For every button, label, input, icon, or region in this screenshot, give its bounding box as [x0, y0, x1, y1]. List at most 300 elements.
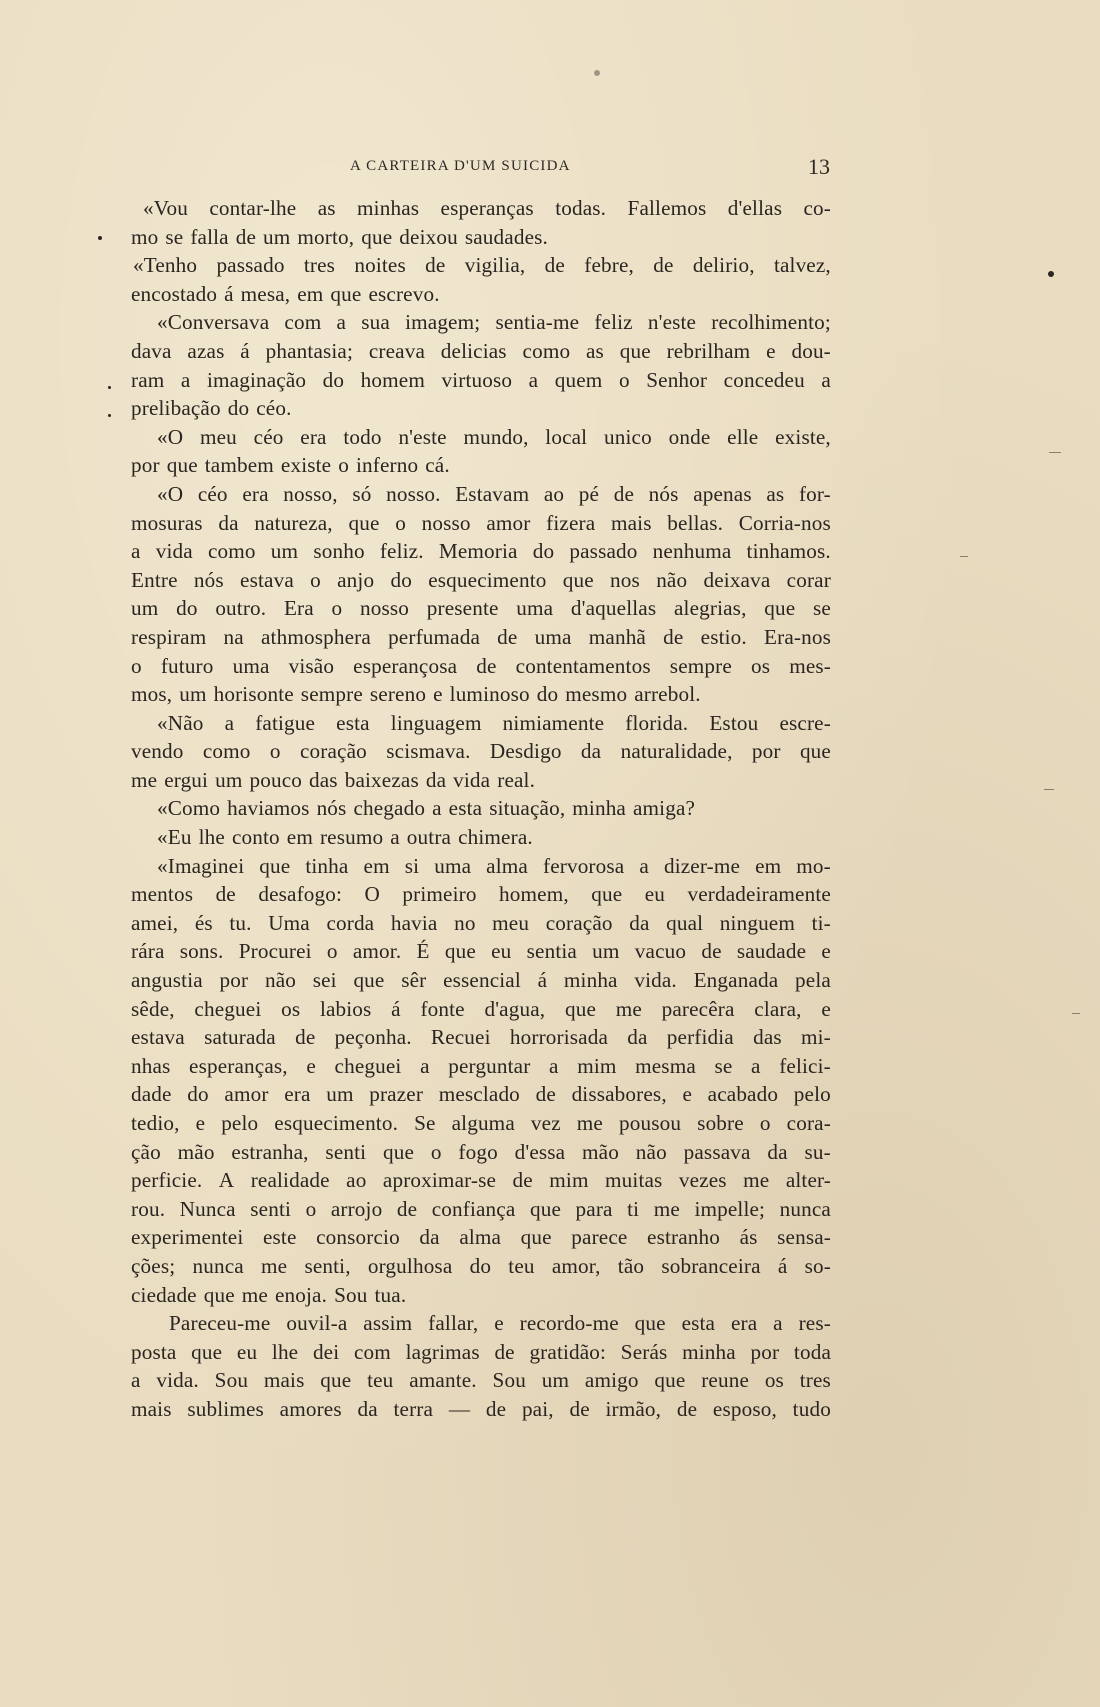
word: qual [666, 910, 704, 935]
word: Fallemos [627, 196, 707, 220]
word: sublimes [187, 1396, 264, 1421]
word: resumo [319, 825, 384, 850]
word: nosso [421, 510, 471, 535]
word: da [425, 767, 447, 792]
word: experimentei [131, 1225, 244, 1250]
page-header [130, 154, 830, 184]
word: vida [453, 767, 491, 792]
word: local [545, 424, 588, 449]
word: a [390, 825, 400, 850]
word: amei, [131, 910, 179, 935]
word: «O [157, 424, 184, 449]
word: me [615, 996, 642, 1021]
word: me [131, 767, 158, 792]
word: nosso [360, 596, 410, 621]
word: Sou [334, 1282, 368, 1307]
word: ções; [131, 1253, 176, 1278]
word: a [773, 1311, 783, 1336]
word: O [364, 882, 380, 907]
word: amor [486, 510, 531, 535]
word: n'este [398, 424, 447, 449]
text-line [131, 194, 831, 223]
word: de [535, 1082, 556, 1107]
text-line [131, 823, 831, 852]
word: me [743, 1168, 770, 1193]
text-line [131, 537, 831, 566]
word: do [469, 1253, 492, 1278]
word: de [613, 481, 635, 506]
word: Corria-nos [738, 510, 831, 535]
word: concedeu [723, 367, 805, 392]
word: rára [131, 939, 165, 964]
word: não [635, 1139, 667, 1164]
word: mão [582, 1139, 619, 1164]
word: existe, [775, 424, 831, 449]
word: toda [793, 1339, 831, 1364]
word: o [338, 453, 349, 478]
word: azas [187, 338, 225, 363]
word: que [330, 281, 362, 306]
word: n'este [647, 310, 697, 335]
word: chegado [353, 796, 426, 821]
word: mesa, [240, 281, 291, 306]
paper-speck [108, 386, 111, 389]
word: o [269, 739, 281, 764]
word: for- [798, 481, 831, 506]
word: de [663, 624, 684, 649]
word: amiga? [633, 796, 696, 821]
word: cá. [425, 453, 450, 478]
word: uma [534, 624, 572, 649]
word: alma [486, 853, 528, 878]
word: por [750, 1339, 780, 1364]
word: que [166, 453, 198, 478]
text-line [131, 852, 831, 881]
word: o [310, 567, 321, 592]
paper-speck [98, 236, 102, 240]
word: alegrias, [673, 596, 747, 621]
word: era [242, 481, 269, 506]
word: su- [804, 1139, 831, 1164]
word: febre, [584, 253, 634, 278]
word: recordo-me [519, 1311, 619, 1336]
word: «Tenho [133, 253, 198, 278]
word: esta [448, 796, 483, 821]
word: que [619, 338, 651, 363]
text-line [131, 451, 831, 480]
text-line [131, 1252, 831, 1281]
word: bellas. [667, 510, 724, 535]
word: uma [232, 653, 270, 678]
text-line [131, 1166, 831, 1195]
word: rebrilham [666, 338, 751, 363]
word: céo [197, 481, 228, 506]
word: coração [545, 910, 613, 935]
word: pai, [521, 1396, 554, 1421]
word: o [395, 510, 406, 535]
word: passado [569, 539, 638, 564]
word: tambem [204, 453, 274, 478]
text-line [131, 737, 831, 766]
word: senti [325, 1139, 367, 1164]
word: que [348, 510, 380, 535]
word: clara, [754, 996, 802, 1021]
word: nós [648, 481, 679, 506]
word: por [219, 968, 249, 993]
word: deixava [703, 567, 771, 592]
word: ção [131, 1139, 161, 1164]
word: a [131, 1368, 141, 1393]
word: existe [280, 453, 332, 478]
word: minha [572, 796, 626, 821]
word: a [420, 1053, 430, 1078]
word: que [191, 1339, 223, 1364]
text-line [131, 1195, 831, 1224]
word: orgulhosa [367, 1253, 453, 1278]
word: amores [279, 1396, 342, 1421]
text-line [131, 366, 831, 395]
word: nós [193, 567, 224, 592]
word: nosso, [283, 481, 338, 506]
word: mais [131, 1396, 172, 1421]
word: a [180, 367, 191, 392]
word: um [592, 939, 620, 964]
word: em [363, 853, 390, 878]
word: unico [604, 424, 652, 449]
word: vendo [131, 739, 184, 764]
word: contar-lhe [209, 196, 297, 220]
word: e [682, 1082, 692, 1107]
word: muitas [605, 1168, 663, 1193]
text-line [131, 223, 831, 252]
word: da [580, 739, 602, 764]
word: escrevo. [368, 281, 440, 306]
word: em [286, 825, 313, 850]
word: o [759, 1111, 771, 1135]
text-line [131, 280, 831, 309]
word: que [654, 1368, 686, 1393]
text-line [131, 1052, 831, 1081]
word: parece [571, 1225, 628, 1250]
text-line [131, 394, 831, 423]
word: sons. [179, 939, 224, 964]
word: céo [253, 424, 284, 449]
word: d'ellas [727, 196, 783, 220]
paper-speck [108, 414, 111, 417]
word: ciedade [131, 1282, 197, 1307]
running-title: A CARTEIRA D'UM SUICIDA [350, 158, 571, 174]
word: mundo, [463, 424, 529, 449]
word: dei [312, 1339, 340, 1364]
word: teu [508, 1253, 535, 1278]
word: um [541, 1368, 570, 1393]
word: Sou [492, 1368, 526, 1393]
word: nimiamente [502, 710, 605, 735]
word: alter- [785, 1168, 831, 1193]
word: Enganada [693, 968, 779, 993]
word: nenhuma [652, 539, 732, 564]
word: de [497, 624, 518, 649]
word: de [512, 1168, 533, 1193]
word: do [322, 367, 345, 392]
word: os [750, 653, 771, 678]
word: minhas [357, 196, 420, 220]
word: terra [393, 1396, 434, 1421]
word: «Eu [157, 825, 192, 850]
word: deixou [399, 224, 458, 249]
word: «Imaginei [157, 853, 245, 878]
word: que [799, 739, 831, 764]
word: amigo [584, 1368, 639, 1393]
word: meu [199, 424, 237, 449]
word: Serás [620, 1339, 668, 1364]
word: Nunca [179, 1196, 236, 1221]
word: fonte [420, 996, 465, 1021]
paper-speck [1048, 271, 1054, 277]
word: o [430, 1139, 442, 1164]
word: por [131, 453, 160, 478]
word: futuro [160, 653, 214, 678]
word: que [520, 1225, 552, 1250]
word: athmosphera [260, 624, 371, 649]
word: passava [683, 1139, 751, 1164]
word: do [536, 682, 559, 707]
word: Se [414, 1111, 436, 1135]
word: «Conversava [157, 310, 270, 335]
text-line [131, 966, 831, 995]
word: pousou [619, 1111, 682, 1135]
word: cora- [786, 1111, 831, 1135]
word: só [352, 481, 372, 506]
paper-speck [1049, 452, 1061, 453]
word: reune [701, 1368, 750, 1393]
word: o [618, 367, 630, 392]
word: esquecimento. [274, 1111, 399, 1135]
word: com [284, 310, 322, 335]
text-line [131, 995, 831, 1024]
word: phantasia; [265, 338, 354, 363]
word: «Não [157, 710, 204, 735]
word: este [262, 1225, 297, 1250]
word: dissabores, [571, 1082, 667, 1107]
word: perficie. [131, 1168, 203, 1193]
word: amante. [409, 1368, 477, 1393]
word: manhã [588, 624, 646, 649]
word: para [575, 1196, 613, 1221]
word: um [215, 767, 243, 792]
word: sei [312, 968, 337, 993]
word: si [404, 853, 420, 878]
word: naturalidade, [620, 739, 733, 764]
word: haviamos [227, 796, 310, 821]
word: pelo [221, 1111, 259, 1135]
word: pouco [249, 767, 302, 792]
word: ninguem [719, 910, 795, 935]
word: recolhimento; [711, 310, 831, 335]
text-line [131, 1309, 831, 1338]
word: que [764, 596, 796, 621]
word: «Como [157, 796, 221, 821]
word: á [537, 968, 548, 993]
word: de [653, 253, 674, 278]
text-line [131, 509, 831, 538]
word: gratidão: [529, 1339, 607, 1364]
word: me [653, 1196, 680, 1221]
word: Era-nos [764, 624, 831, 649]
word: felici- [779, 1053, 831, 1078]
word: do [390, 567, 412, 592]
word: todo [343, 424, 382, 449]
word: esta [336, 710, 370, 735]
word: lhe [271, 1339, 299, 1364]
word: fervorosa [542, 853, 625, 878]
word: eu [644, 882, 666, 907]
word: eu [491, 939, 512, 964]
word: mentos [131, 882, 194, 907]
text-line [131, 623, 831, 652]
word: Estou [709, 710, 759, 735]
word: em [297, 281, 324, 306]
word: um [179, 682, 207, 707]
word: ergui [164, 767, 209, 792]
word: as [585, 338, 604, 363]
word: em [755, 853, 782, 878]
word: Pareceu-me [169, 1311, 271, 1336]
word: lhe [198, 825, 225, 850]
word: d'agua, [484, 996, 546, 1021]
word: as [317, 196, 336, 220]
word: É [416, 939, 430, 964]
word: coração [299, 739, 367, 764]
word: desafogo: [258, 882, 343, 907]
word: és [194, 910, 213, 935]
word: tu. [229, 910, 252, 935]
word: imagem; [405, 310, 481, 335]
word: a [131, 539, 141, 564]
word: mos, [131, 682, 173, 707]
word: tedio, [131, 1111, 180, 1135]
word: passado [216, 253, 285, 278]
word: era [730, 1311, 758, 1336]
text-line [131, 480, 831, 509]
text-line [131, 766, 831, 795]
word: perfumada [388, 624, 480, 649]
word: de [425, 253, 446, 278]
word: um [263, 224, 291, 249]
word: esperanças, [189, 1053, 288, 1078]
word: sensa- [777, 1225, 831, 1250]
word: esta [681, 1311, 716, 1336]
word: e [195, 1111, 206, 1135]
word: Memoria [438, 539, 518, 564]
word: presente [426, 596, 499, 621]
word: que [353, 968, 385, 993]
word: tinhamos. [746, 539, 831, 564]
word: cheguei [334, 1053, 402, 1078]
word: o [326, 939, 338, 964]
word: feliz. [379, 539, 424, 564]
word: do [532, 539, 555, 564]
word: um [326, 1082, 354, 1107]
word: que [444, 939, 476, 964]
word: não [656, 567, 688, 592]
word: creava [368, 338, 425, 363]
word: uma [516, 596, 554, 621]
word: «Vou [143, 196, 188, 220]
word: mesmo [565, 682, 628, 707]
word: sentia [526, 939, 577, 964]
word: labios [319, 996, 372, 1021]
word: vezes [678, 1168, 727, 1193]
text-line [131, 880, 831, 909]
word: me [261, 1253, 288, 1278]
word: vez [530, 1111, 561, 1135]
word: pelo [793, 1082, 831, 1107]
word: os [281, 996, 301, 1021]
word: linguagem [390, 710, 482, 735]
word: da [218, 510, 239, 535]
word: de [476, 653, 497, 678]
word: scismava. [386, 739, 471, 764]
word: escre- [779, 710, 831, 735]
word: que [203, 1282, 235, 1307]
paper-speck [594, 70, 600, 76]
word: A [218, 1168, 235, 1193]
word: amor. [352, 939, 402, 964]
text-line [131, 937, 831, 966]
word: Estavam [455, 481, 530, 506]
word: sereno [369, 682, 427, 707]
text-line [131, 423, 831, 452]
word: sua [361, 310, 390, 335]
word: Procurei [238, 939, 312, 964]
word: feliz [594, 310, 633, 335]
word: e [821, 939, 831, 964]
word: virtuoso [441, 367, 513, 392]
word: vida. [156, 1368, 199, 1393]
text-line [131, 566, 831, 595]
word: d'aquellas [570, 596, 657, 621]
word: homem [360, 367, 425, 392]
text-line [131, 251, 831, 280]
word: situação, [489, 796, 566, 821]
word: ti [627, 1196, 640, 1221]
word: inferno [355, 453, 419, 478]
word: que [634, 1311, 666, 1336]
word: nos [610, 567, 640, 592]
word: nosso. [386, 481, 441, 506]
text-line [131, 709, 831, 738]
word: Recuei [430, 1025, 491, 1050]
word: como [202, 739, 251, 764]
word: encostado [131, 281, 218, 306]
word: e [306, 1053, 316, 1078]
word: teu [367, 1368, 394, 1393]
word: sêr [401, 968, 427, 993]
word: céo. [256, 396, 292, 421]
word: impelle; [694, 1196, 766, 1221]
word: a [549, 1053, 559, 1078]
word: co- [803, 196, 831, 220]
word: esperanças [440, 196, 534, 220]
word: havia [390, 910, 438, 935]
word: irmão, [605, 1396, 662, 1421]
word: da [419, 1225, 440, 1250]
word: a [336, 310, 347, 335]
word: por [751, 739, 781, 764]
word: so- [804, 1253, 831, 1278]
word: d'essa [514, 1139, 566, 1164]
